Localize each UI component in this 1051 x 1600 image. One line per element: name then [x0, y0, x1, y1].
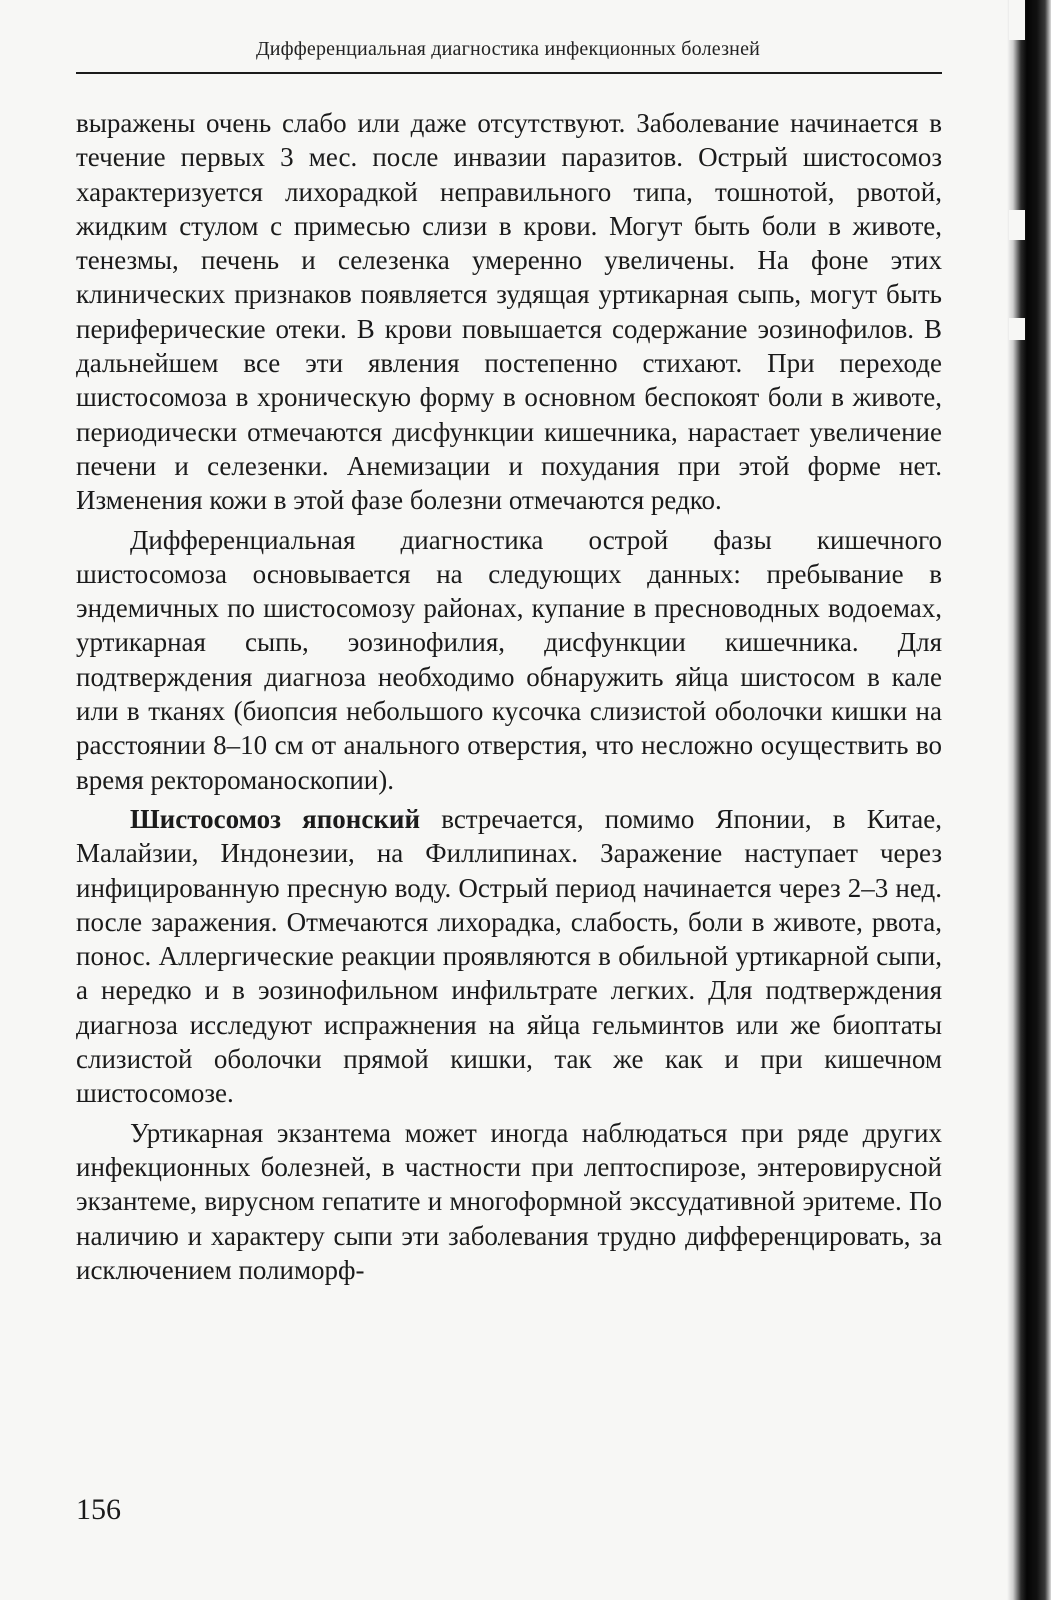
binding-notch — [1009, 0, 1025, 40]
binding-notch — [1009, 210, 1025, 240]
paragraph-4: Уртикарная экзантема может иногда наблюдаться при ряде других инфекционных болезней, в частности при лептоспирозе, энтеровирусной экзантеме, вирусном гепатите и многоформной экссудативной эритеме. По наличию и характеру сыпи эти заболевания трудно дифференцировать, за исключением полиморф- — [76, 1117, 942, 1285]
binding-shadow — [1007, 0, 1051, 1600]
body-text — [76, 106, 942, 1287]
header-rule — [76, 72, 942, 74]
paragraph-3 — [76, 802, 942, 1111]
paragraph-2: Дифференциальная диагностика острой фазы кишечного шистосомоза основывается на следующих данных: пребывание в эндемичных по шистосомозу районах, купание в пресноводных водоемах, уртикарная сыпь, эозинофилия, дисфункции кишечника. Для подтверждения диагноза необходимо обнаружить яйца шистосом в кале или в тканях (биопсия небольшого кусочка слизистой оболочки кишки на расстоянии 8–10 см от анального отверстия, что несложно осуществить во время ректороманоскопии). — [76, 524, 942, 795]
paragraph-1: выражены очень слабо или даже отсутствуют. Заболевание начинается в течение первых 3 мес. после инвазии паразитов. Острый шистосомоз характеризуется лихорадкой неправильного типа, тошнотой, рвотой, жидким стулом с примесью слизи в крови. Могут быть боли в животе, тенезмы, печень и селезенка умеренно увеличены. На фоне этих клинических признаков появляется зудящая уртикарная сыпь, могут быть периферические отеки. В крови повышается содержание эозинофилов. В дальнейшем все эти явления постепенно стихают. При переходе шистосомоза в хроническую форму в основном беспокоят боли в животе, периодически отмечаются дисфункции кишечника, нарастает увеличение печени и селезенки. Анемизации и похудания при этой форме нет. Изменения кожи в этой фазе болезни отмечаются редко. — [76, 108, 942, 516]
running-header: Дифференциальная диагностика инфекционных болезней — [255, 38, 761, 60]
binding-notch — [1009, 318, 1025, 340]
paragraph-3-text: встречается, помимо Японии, в Китае, Малайзии, Индонезии, на Филлипинах. Заражение наступает через инфицированную пресную воду. Острый период начинается через 2–3 нед. после заражения. Отмечаются лихорадка, слабость, боли в животе, рвота, понос. Аллергические реакции проявляются в обильной уртикарной сыпи, а нередко и в эозинофильном инфильтрате легких. Для подтверждения диагноза исследуют испражнения на яйца гельминтов или же биоптаты слизистой оболочки прямой кишки, так же как и при кишечном шистосомозе. — [76, 803, 943, 1109]
page-number: 156 — [76, 1493, 121, 1526]
bold-term-schistosomiasis-japonica: Шистосомоз японский — [130, 803, 421, 834]
